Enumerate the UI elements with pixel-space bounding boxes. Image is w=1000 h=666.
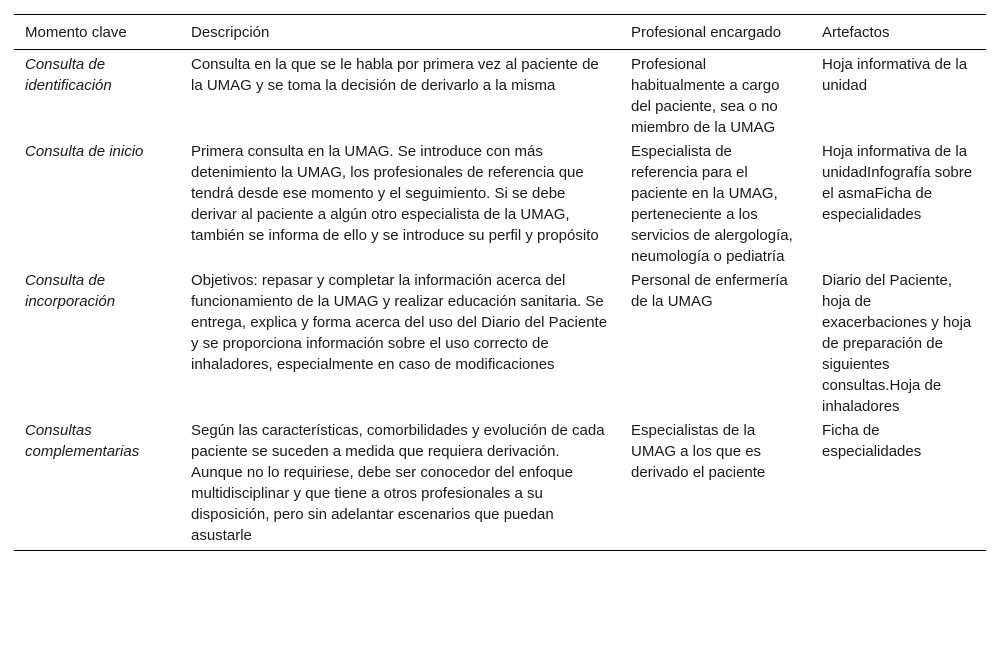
artifacts-cell: Diario del Paciente, hoja de exacerbaciones y hoja de preparación de siguientes consultas.Hoja de inhaladores [822,272,972,415]
moment-cell: Consultas complementarias [25,422,140,460]
consultation-table [14,14,986,551]
moment-cell: Consulta de inicio [25,143,144,160]
artifacts-cell: Hoja informativa de la unidadInfografía sobre el asmaFicha de especialidades [822,143,973,223]
professional-cell: Especialistas de la UMAG a los que es derivado el paciente [631,422,766,481]
professional-cell: Personal de enfermería de la UMAG [631,272,788,310]
description-cell: Consulta en la que se le habla por primera vez al paciente de la UMAG y se toma la decisión de derivarlo a la misma [191,56,599,94]
description-cell: Objetivos: repasar y completar la información acerca del funcionamiento de la UMAG y realizar educación sanitaria. Se entrega, explica y forma acerca del uso del Diario del Paciente y se proporciona información sobre el uso correcto de inhaladores, especialmente en caso de modificaciones [191,272,608,373]
artifacts-cell: Hoja informativa de la unidad [822,56,968,94]
table-row [14,138,986,267]
description-cell: Primera consulta en la UMAG. Se introduce con más detenimiento la UMAG, los profesionales de referencia que tendrá desde ese momento y el seguimiento. Si se debe derivar al paciente a algún otro especialista de la UMAG, también se informa de ello y se introduce su perfil y propósito [191,143,599,244]
table-body [14,50,986,551]
table-row [14,417,986,551]
table-container [14,14,986,551]
professional-cell: Especialista de referencia para el paciente en la UMAG, perteneciente a los servicios de alergología, neumología o pediatría [631,143,793,265]
header-momento-clave: Momento clave [25,24,127,41]
header-descripcion: Descripción [191,24,270,41]
moment-cell: Consulta de identificación [25,56,112,94]
moment-cell: Consulta de incorporación [25,272,116,310]
description-cell: Según las características, comorbilidades y evolución de cada paciente se suceden a medida que requiera derivación. Aunque no lo requiriese, debe ser conocedor del enfoque multidisciplinar y que tiene a otros profesionales a su disposición, pero sin adelantar escenarios que puedan asustarle [191,422,605,544]
header-artefactos: Artefactos [822,24,890,41]
artifacts-cell: Ficha de especialidades [822,422,922,460]
header-profesional-encargado: Profesional encargado [631,24,782,41]
table-row [14,50,986,139]
professional-cell: Profesional habitualmente a cargo del paciente, sea o no miembro de la UMAG [631,56,780,136]
table-header [14,15,986,50]
header-row [14,15,986,50]
table-row [14,267,986,417]
